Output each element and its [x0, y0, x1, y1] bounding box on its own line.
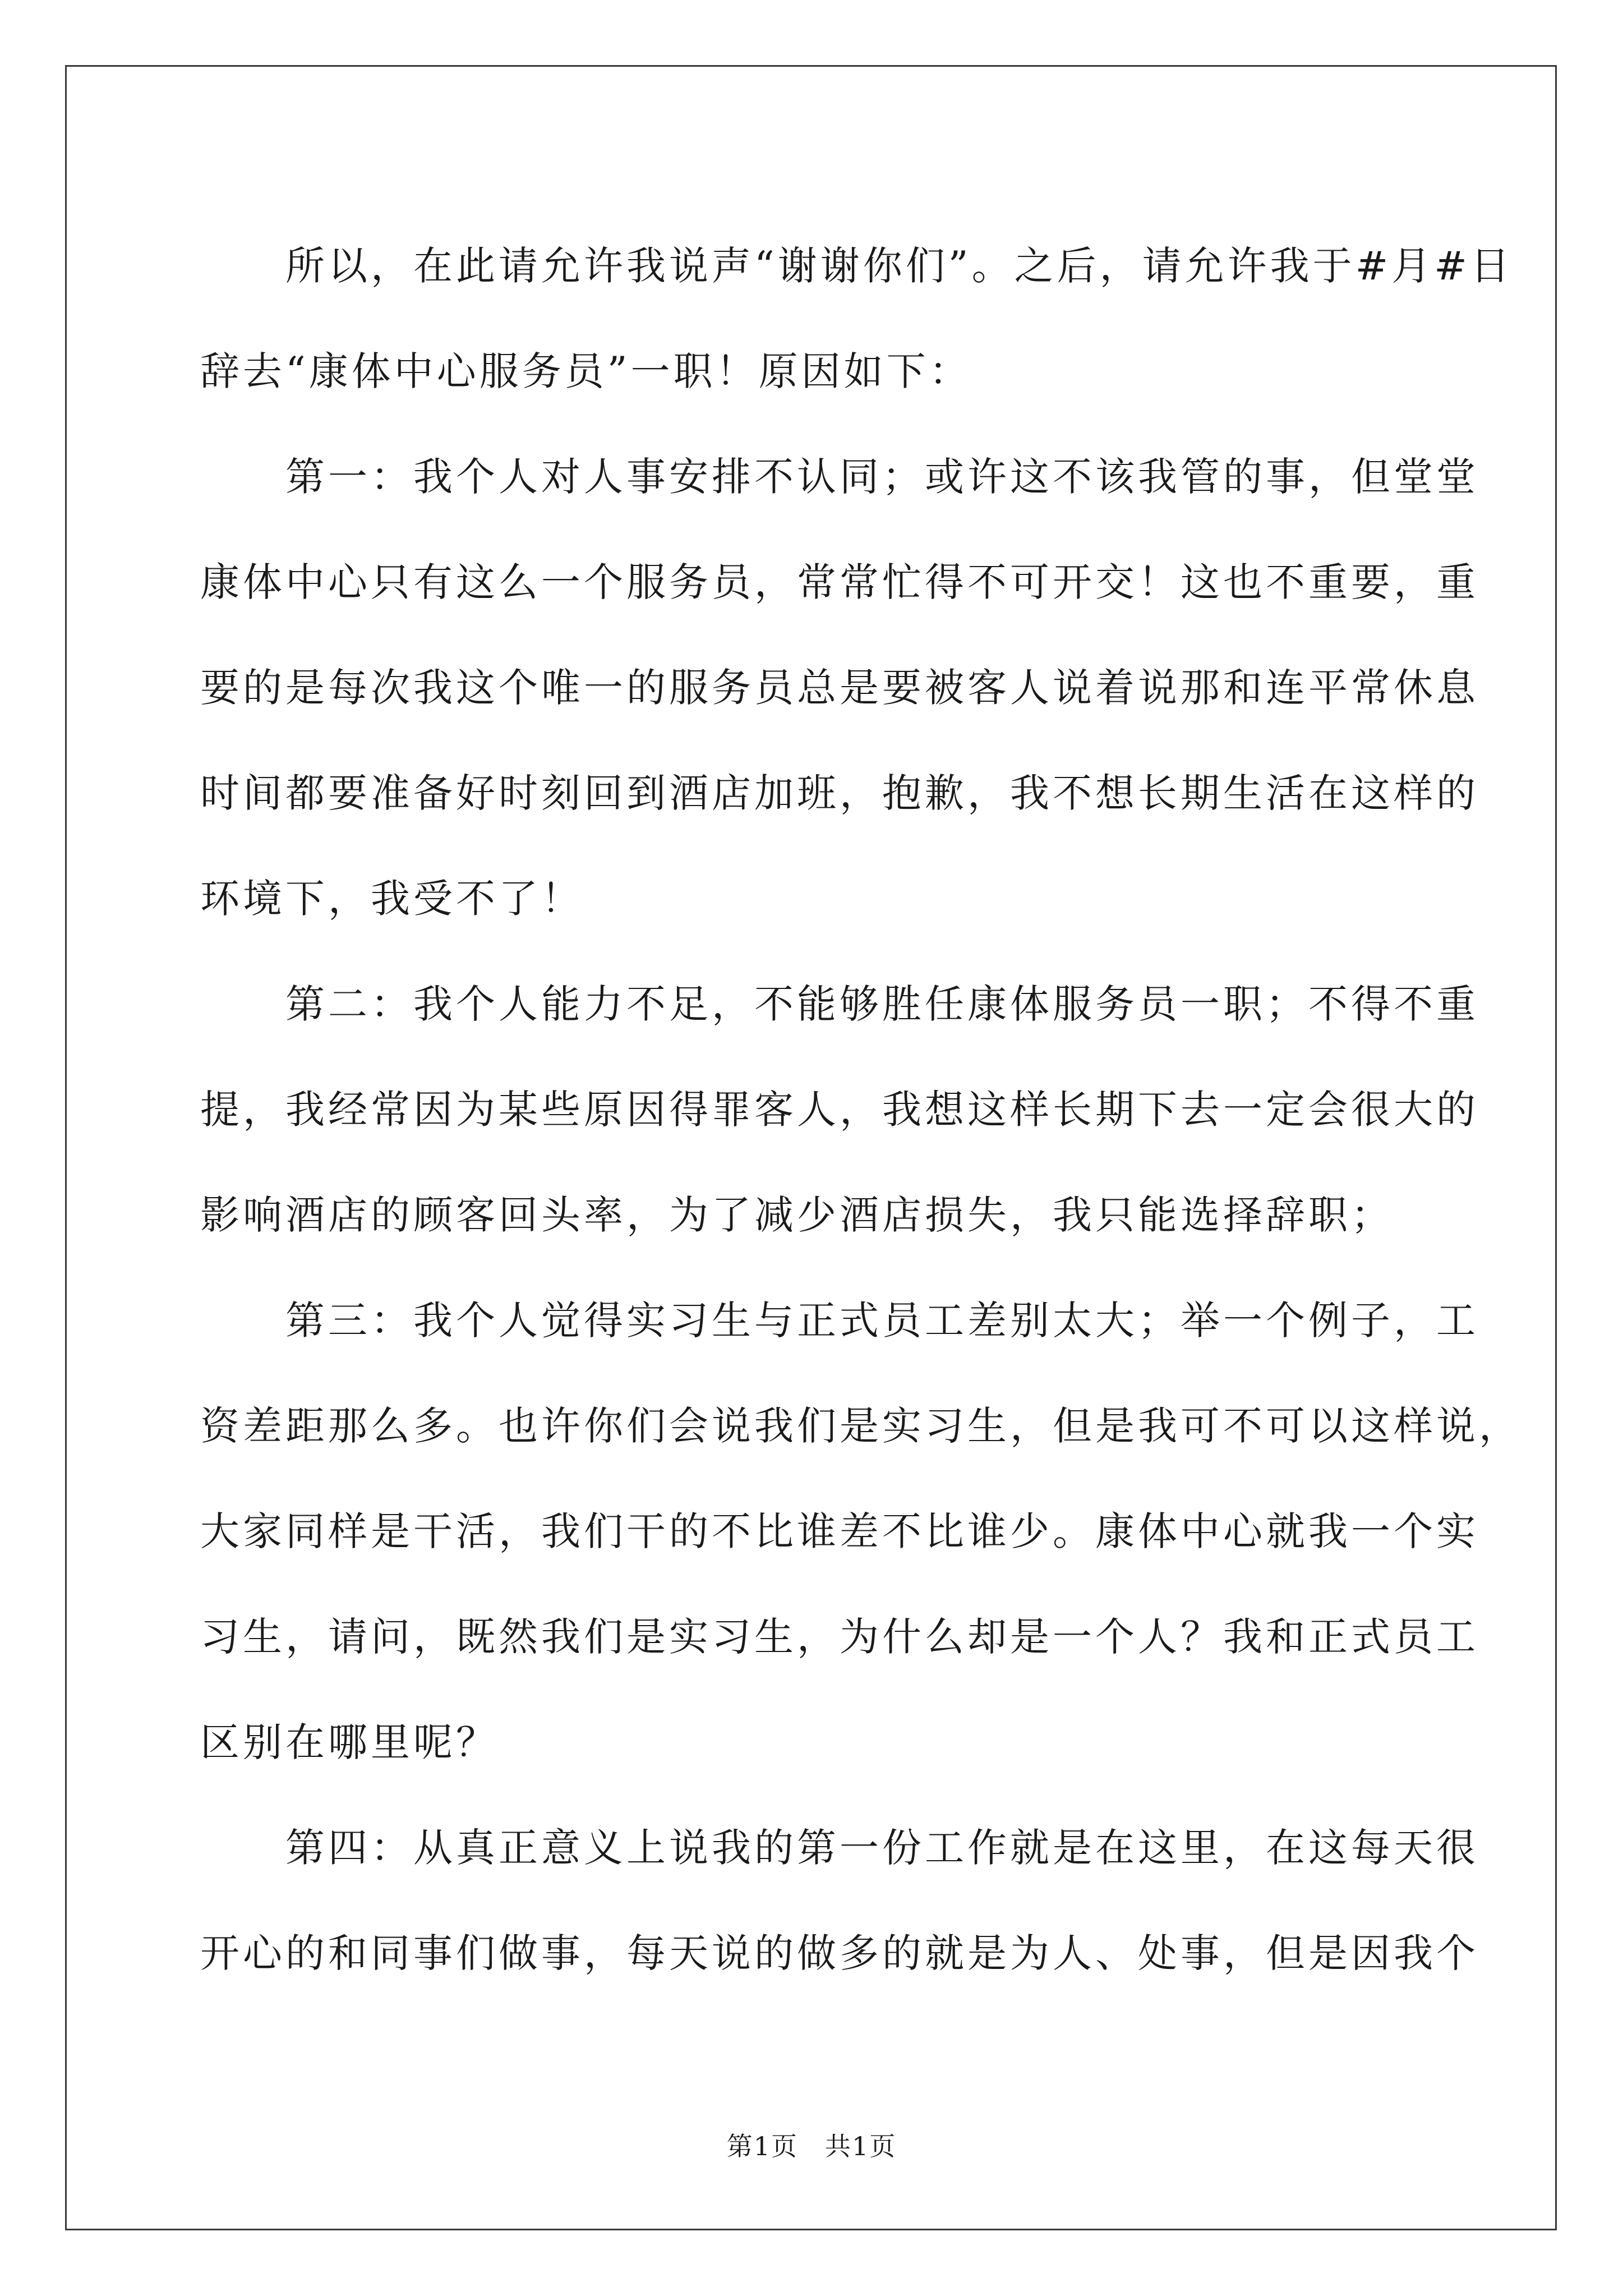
text-line: 第一：我个人对人事安排不认同；或许这不该我管的事，但堂堂 [200, 454, 1479, 500]
text-line: 所以，在此请允许我说声“谢谢你们”。之后，请允许我于#月#日 [200, 243, 1513, 289]
text-line: 开心的和同事们做事，每天说的做多的就是为人、处事，但是因我个 [200, 1930, 1479, 1976]
text-line: 环境下，我受不了！ [200, 876, 584, 922]
text-line: 资差距那么多。也许你们会说我们是实习生，但是我可不可以这样说， [200, 1403, 1521, 1449]
text-line: 区别在哪里呢？ [200, 1719, 499, 1765]
text-line: 第四：从真正意义上说我的第一份工作就是在这里，在这每天很 [200, 1825, 1479, 1871]
text-line: 要的是每次我这个唯一的服务员总是要被客人说着说那和连平常休息 [200, 665, 1479, 711]
text-line: 康体中心只有这么一个服务员，常常忙得不可开交！这也不重要，重 [200, 559, 1479, 605]
page-footer: 第1页 共1页 [726, 2131, 897, 2161]
text-line: 大家同样是干活，我们干的不比谁差不比谁少。康体中心就我一个实 [200, 1508, 1479, 1554]
text-line: 辞去“康体中心服务员”一职！原因如下： [200, 348, 972, 394]
text-line: 影响酒店的顾客回头率，为了减少酒店损失，我只能选择辞职； [200, 1192, 1394, 1238]
text-line: 时间都要准备好时刻回到酒店加班，抱歉，我不想长期生活在这样的 [200, 770, 1479, 816]
document-body [200, 213, 1521, 2006]
text-line: 第三：我个人觉得实习生与正式员工差别太大；举一个例子，工 [200, 1297, 1479, 1343]
text-line: 提，我经常因为某些原因得罪客人，我想这样长期下去一定会很大的 [200, 1087, 1479, 1133]
text-line: 第二：我个人能力不足，不能够胜任康体服务员一职；不得不重 [200, 981, 1479, 1027]
text-line: 习生，请问，既然我们是实习生，为什么却是一个人？我和正式员工 [200, 1614, 1479, 1660]
